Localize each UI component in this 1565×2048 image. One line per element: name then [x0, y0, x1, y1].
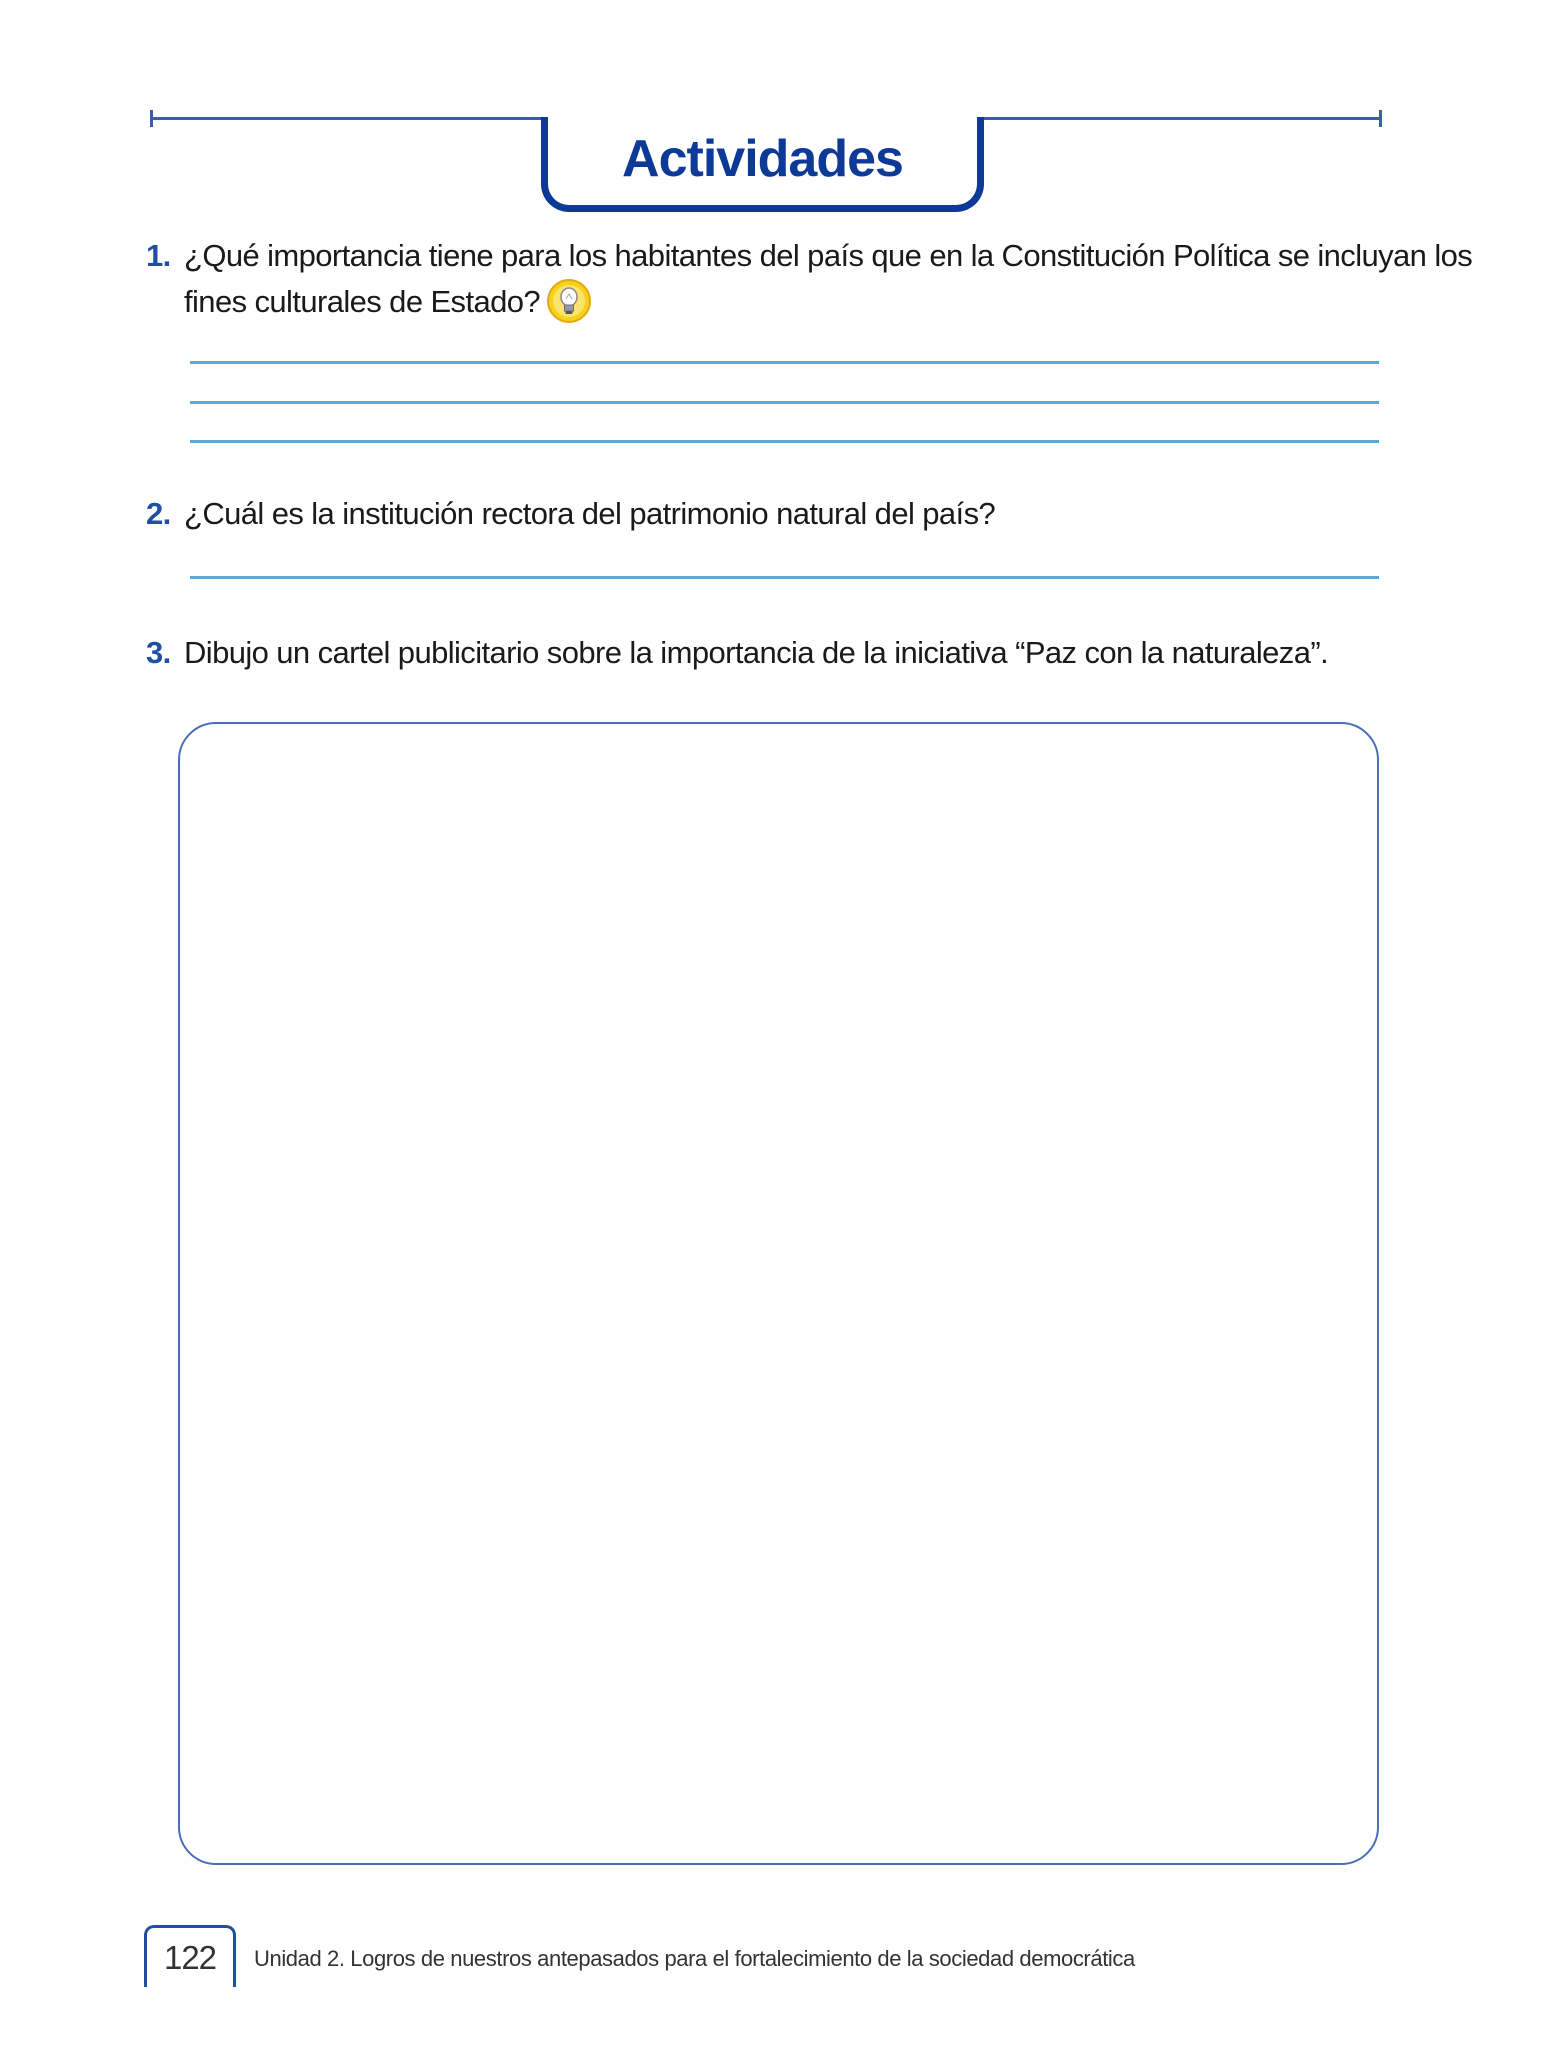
- question-1-number: 1.: [146, 238, 171, 273]
- answer-line-2[interactable]: [190, 576, 1379, 579]
- answer-line-1b[interactable]: [190, 401, 1379, 404]
- page-number-tab: [144, 1925, 236, 1987]
- answer-line-1a[interactable]: [190, 361, 1379, 364]
- question-1-text: ¿Qué importancia tiene para los habitantes del país que en la Constitución Política se incluyan los fines culturales de Estado?: [184, 238, 1473, 319]
- footer-unit-title: Unidad 2. Logros de nuestros antepasados para el fortalecimiento de la sociedad democrática: [254, 1946, 1135, 1971]
- question-2-number: 2.: [146, 496, 171, 531]
- question-3-number: 3.: [146, 635, 171, 670]
- page-number: 122: [163, 1938, 217, 1976]
- title-tab: [541, 117, 984, 212]
- lightbulb-icon: [546, 278, 592, 324]
- question-2-text: ¿Cuál es la institución rectora del patrimonio natural del país?: [184, 496, 996, 531]
- page-title: Actividades: [622, 130, 903, 188]
- question-3-text: Dibujo un cartel publicitario sobre la importancia de la iniciativa “Paz con la naturaleza”.: [184, 635, 1329, 670]
- answer-line-1c[interactable]: [190, 440, 1379, 443]
- header-rule-right-cap: [1379, 110, 1382, 127]
- header-rule-left-cap: [150, 110, 153, 127]
- drawing-area[interactable]: [178, 722, 1379, 1865]
- question-1-text-block: [184, 234, 1524, 324]
